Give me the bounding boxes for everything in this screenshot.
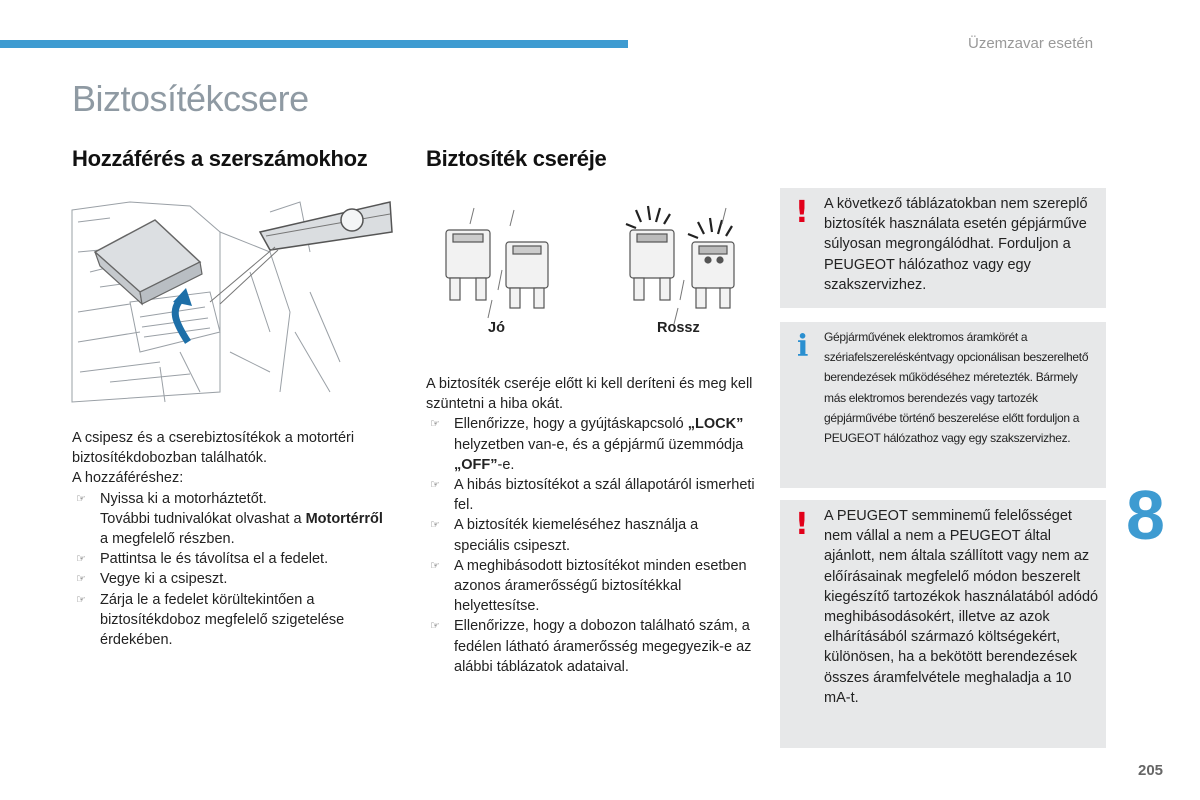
list-item: ☞ Ellenőrizze, hogy a gyújtáskapcsoló „LOCK” helyzetben van-e, és a gépjármű üzemmódja „OFF”-e.	[430, 416, 744, 473]
header-accent-bar	[0, 40, 628, 48]
left-body	[72, 428, 392, 650]
pointing-hand-icon: ☞	[76, 593, 86, 606]
middle-heading: Biztosíték cseréje	[426, 146, 607, 171]
pointing-hand-icon: ☞	[430, 519, 440, 532]
info-notice	[780, 322, 1106, 488]
warning-icon: !	[795, 507, 809, 542]
list-item: ☞ A hibás biztosítékot a szál állapotáról ismerheti fel.	[430, 477, 755, 514]
notice-text: A következő táblázatokban nem szereplő biztosíték használata esetén gépjárműve súlyosan megrongálódhat. Forduljon a PEUGEOT hálózathoz vagy egy szakszervizhez.	[824, 196, 1088, 293]
left-intro-2: A hozzáféréshez:	[72, 470, 184, 487]
list-item: ☞ Pattintsa le és távolítsa el a fedelet.	[72, 549, 392, 569]
good-fuse-icon	[446, 230, 548, 308]
pointing-hand-icon: ☞	[430, 418, 440, 431]
left-intro: A csipesz és a cserebiztosítékok a motortéri biztosítékdobozban találhatók.	[72, 430, 355, 467]
fuse-bad-label: Rossz	[657, 320, 700, 336]
fuse-good-label: Jó	[488, 320, 505, 336]
left-heading: Hozzáférés a szerszámokhoz	[72, 146, 368, 171]
pointing-hand-icon: ☞	[76, 492, 86, 505]
bad-fuse-icon	[630, 230, 734, 308]
page-title: Biztosítékcsere	[72, 78, 309, 119]
pointing-hand-icon: ☞	[430, 620, 440, 633]
notice-text: Gépjárművének elektromos áramkörét a szériafelszereléskéntvagy opcionálisan beszerelhető berendezések működéséhez méretezték. Bármely más elektromos berendezés vagy tartozék gépjárművébe történő beszerelése előtt forduljon a PEUGEOT hálózathoz vagy egy szakszervizhez.	[824, 330, 1089, 446]
pointing-hand-icon: ☞	[430, 479, 440, 492]
chapter-number: 8	[1126, 476, 1165, 554]
page-number: 205	[1138, 762, 1164, 779]
list-item: ☞ A biztosíték kiemeléséhez használja a speciális csipeszt.	[430, 517, 699, 554]
list-item: ☞ Nyissa ki a motorháztetőt. További tudnivalókat olvashat a Motortérről a megfelelő részben.	[76, 490, 383, 548]
notice-text: A PEUGEOT semminemű felelősséget nem vállal a nem a PEUGEOT által ajánlott, nem általa szállított vagy nem az előírásainak megfelelő módon beszerelt kiegészítő tartozékok használatából adódó meghibásodásokért, illetve az azok elhárításából származó költségekért, különösen, ha a bekötött berendezések összes áramfelvétele meghaladja a 10 mA-t.	[824, 508, 1099, 706]
warning-notice	[780, 500, 1106, 748]
list-item: ☞ Vegye ki a csipeszt.	[72, 569, 392, 589]
middle-body	[426, 374, 756, 677]
section-title: Üzemzavar esetén	[968, 35, 1094, 52]
list-item: ☞ Ellenőrizze, hogy a dobozon található szám, a fedélen látható áramerősség megegyezik-e az alábbi táblázatok adataival.	[430, 618, 752, 675]
warning-notice	[780, 188, 1106, 308]
middle-intro: A biztosíték cseréje előtt ki kell deríteni és meg kell szüntetni a hiba okát.	[426, 376, 753, 413]
info-icon: i	[797, 329, 809, 364]
warning-icon: !	[795, 195, 809, 230]
list-item: ☞ A meghibásodott biztosítékot minden esetben azonos áramerősségű biztosítékkal helyettesítse.	[430, 557, 747, 615]
fuse-comparison-illustration	[426, 200, 756, 350]
pointing-hand-icon: ☞	[430, 559, 440, 572]
engine-fusebox-illustration	[70, 192, 396, 408]
list-item: ☞ Zárja le a fedelet körültekintően a biztosítékdoboz megfelelő szigetelése érdekében.	[76, 591, 345, 649]
pointing-hand-icon: ☞	[76, 573, 86, 586]
pointing-hand-icon: ☞	[76, 553, 86, 566]
